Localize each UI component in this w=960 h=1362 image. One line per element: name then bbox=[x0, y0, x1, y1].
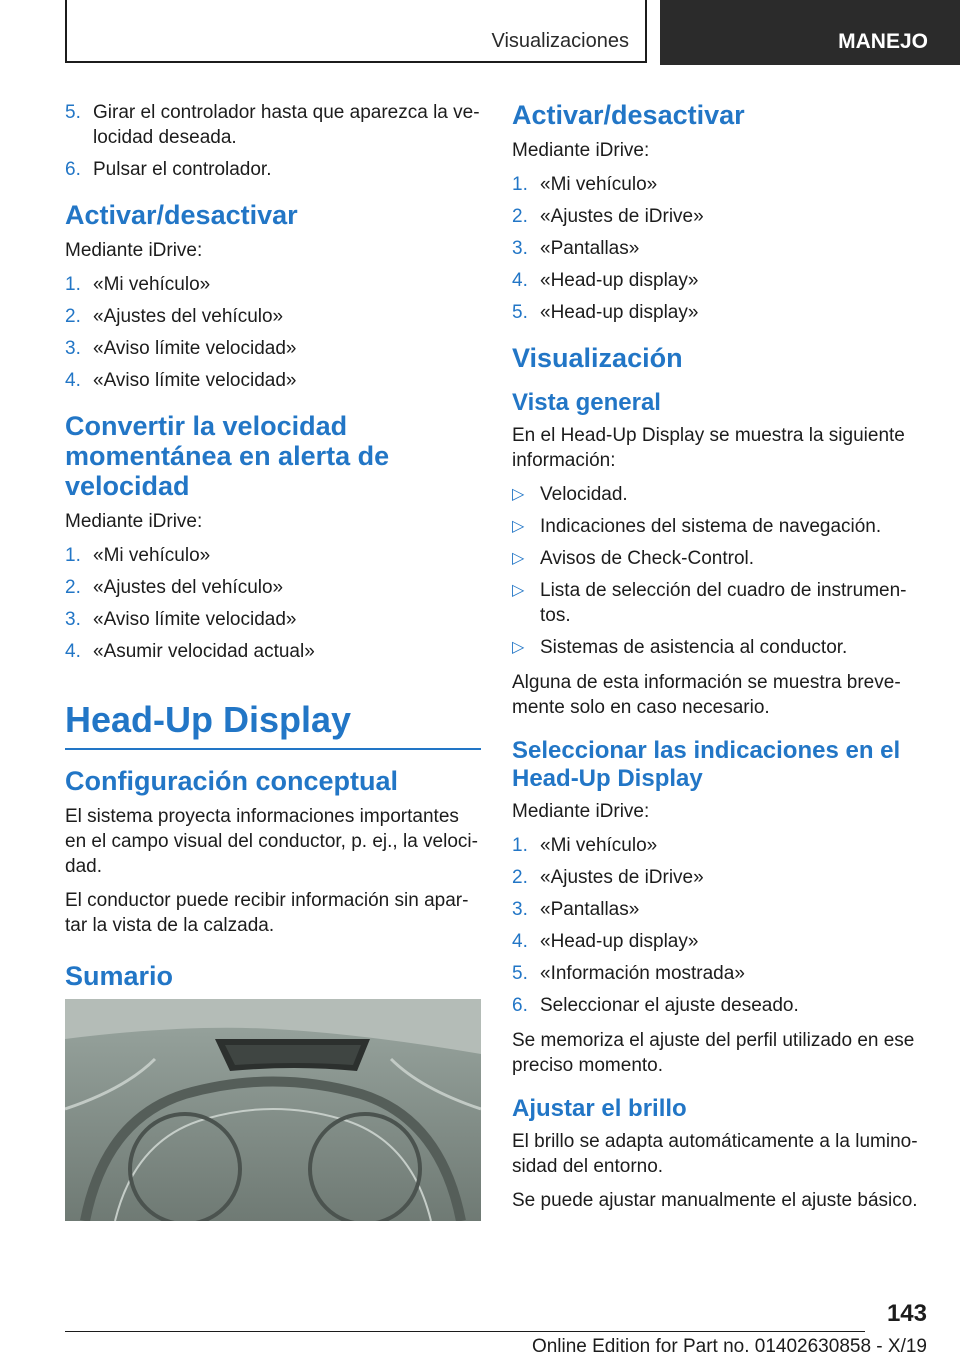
heading-visualizacion: Visualización bbox=[512, 343, 683, 373]
chapter-heading-hud: Head-Up Display bbox=[65, 698, 481, 750]
list-item: 2. «Ajustes del vehículo» bbox=[65, 577, 284, 598]
hud-dashboard-photo bbox=[65, 999, 481, 1221]
list-item: 3. «Aviso límite velocidad» bbox=[65, 338, 297, 359]
lead-text: Mediante iDrive: bbox=[512, 801, 650, 822]
page-number: 143 bbox=[886, 1300, 927, 1327]
header-frame bbox=[65, 0, 647, 63]
list-item: 1. «Mi vehículo» bbox=[512, 835, 658, 856]
list-item: 6. Seleccionar el ajuste deseado. bbox=[512, 995, 799, 1016]
section-title: Visualizaciones bbox=[491, 30, 629, 52]
list-item: 3. «Pantallas» bbox=[512, 238, 640, 259]
list-item: ▷ Avisos de Check-Control. bbox=[512, 548, 755, 569]
list-item: ▷ Lista de selección del cuadro de instrumen-tos. bbox=[512, 580, 907, 626]
list-item: 2. «Ajustes del vehículo» bbox=[65, 306, 284, 327]
paragraph: Se puede ajustar manualmente el ajuste básico. bbox=[512, 1190, 918, 1211]
list-item: ▷ Indicaciones del sistema de navegación. bbox=[512, 516, 882, 537]
heading-activar-hud: Activar/desactivar bbox=[512, 100, 745, 130]
triangle-bullet-icon: ▷ bbox=[512, 582, 525, 599]
footer-divider bbox=[65, 1331, 865, 1332]
lead-text: Mediante iDrive: bbox=[512, 140, 650, 161]
triangle-bullet-icon: ▷ bbox=[512, 639, 525, 656]
list-item: 5. «Información mostrada» bbox=[512, 963, 745, 984]
list-item: 3. «Aviso límite velocidad» bbox=[65, 609, 297, 630]
heading-brillo: Ajustar el brillo bbox=[512, 1095, 687, 1122]
activar-steps bbox=[65, 272, 481, 393]
paragraph: Alguna de esta información se muestra breve-mente solo en caso necesario. bbox=[512, 672, 901, 718]
left-column bbox=[65, 100, 481, 1221]
paragraph: Se memoriza el ajuste del perfil utilizado en ese preciso momento. bbox=[512, 1030, 915, 1076]
lead-text: Mediante iDrive: bbox=[65, 511, 203, 532]
paragraph: El brillo se adapta automáticamente a la lumino-sidad del entorno. bbox=[512, 1131, 918, 1177]
lead-text: En el Head-Up Display se muestra la siguiente información: bbox=[512, 425, 905, 471]
vista-bullets bbox=[512, 482, 922, 660]
convertir-steps bbox=[65, 543, 481, 664]
heading-vista-general: Vista general bbox=[512, 389, 661, 416]
intro-steps bbox=[65, 100, 481, 182]
list-item: 4. «Head-up display» bbox=[512, 931, 699, 952]
chapter-tab: MANEJO bbox=[660, 0, 960, 65]
list-item: 4. «Aviso límite velocidad» bbox=[65, 370, 297, 391]
list-item: 1. «Mi vehículo» bbox=[512, 174, 658, 195]
list-item: ▷ Velocidad. bbox=[512, 484, 628, 505]
list-item: 1. «Mi vehículo» bbox=[65, 274, 211, 295]
list-item: 2. «Ajustes de iDrive» bbox=[512, 867, 704, 888]
triangle-bullet-icon: ▷ bbox=[512, 486, 525, 503]
right-column bbox=[512, 100, 922, 1222]
heading-seleccionar: Seleccionar las indicaciones en el Head-Up Display bbox=[512, 737, 901, 792]
list-item: 3. «Pantallas» bbox=[512, 899, 640, 920]
triangle-bullet-icon: ▷ bbox=[512, 550, 525, 567]
list-item: 4. «Head-up display» bbox=[512, 270, 699, 291]
paragraph: El conductor puede recibir información sin apar-tar la vista de la calzada. bbox=[65, 890, 469, 936]
edition-note: Online Edition for Part no. 01402630858 - X/19 bbox=[531, 1336, 927, 1357]
seleccionar-steps bbox=[512, 833, 922, 1018]
heading-activar: Activar/desactivar bbox=[65, 200, 298, 230]
heading-sumario: Sumario bbox=[65, 961, 174, 991]
activar-hud-steps bbox=[512, 172, 922, 325]
heading-convertir: Convertir la velocidad momentánea en alerta de velocidad bbox=[65, 411, 390, 501]
list-item: ▷ Sistemas de asistencia al conductor. bbox=[512, 637, 848, 658]
triangle-bullet-icon: ▷ bbox=[512, 518, 525, 535]
list-item: 2. «Ajustes de iDrive» bbox=[512, 206, 704, 227]
list-item: 5. Girar el controlador hasta que aparezca la ve-locidad deseada. bbox=[65, 102, 480, 148]
list-item: 4. «Asumir velocidad actual» bbox=[65, 641, 315, 662]
paragraph: El sistema proyecta informaciones importantes en el campo visual del conductor, p. ej., la veloci-dad. bbox=[65, 806, 478, 877]
heading-concepto: Configuración conceptual bbox=[65, 766, 399, 796]
lead-text: Mediante iDrive: bbox=[65, 240, 203, 261]
list-item: 1. «Mi vehículo» bbox=[65, 545, 211, 566]
list-item: 5. «Head-up display» bbox=[512, 302, 699, 323]
list-item: 6. Pulsar el controlador. bbox=[65, 159, 272, 180]
